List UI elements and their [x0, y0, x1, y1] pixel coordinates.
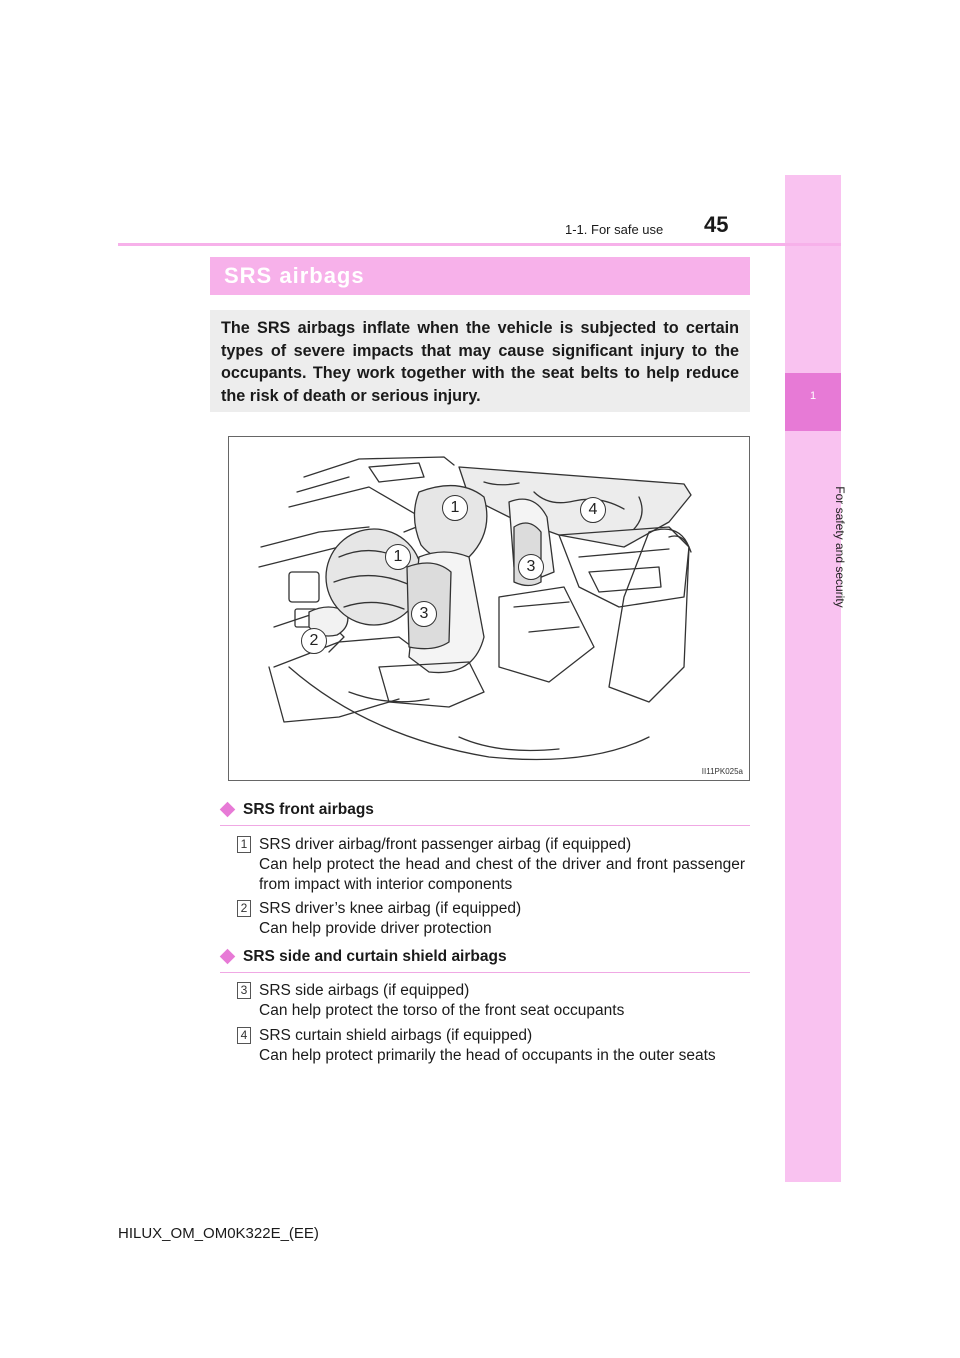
item-title: SRS driver’s knee airbag (if equipped) [259, 900, 522, 917]
subhead-label: SRS front airbags [243, 801, 374, 818]
item-desc: Can help protect primarily the head of occupants in the outer seats [259, 1047, 716, 1064]
item-title: SRS side airbags (if equipped) [259, 982, 470, 999]
callout-2-knee: 2 [301, 628, 327, 654]
chapter-side-tab [785, 175, 841, 1182]
item-number: 1 [237, 836, 251, 853]
subhead-label: SRS side and curtain shield airbags [243, 948, 507, 965]
header-section-label: 1-1. For safe use [565, 222, 664, 237]
item-text [259, 899, 745, 939]
item-desc: Can help provide driver protection [259, 920, 492, 937]
item-text [259, 1026, 745, 1066]
item-number: 3 [237, 982, 251, 999]
document-code-footer: HILUX_OM_OM0K322E_(EE) [118, 1225, 319, 1242]
item-title: SRS driver airbag/front passenger airbag (if equipped) [259, 836, 632, 853]
item-text [259, 981, 745, 1021]
section-title: SRS airbags [224, 263, 365, 288]
item-text [259, 835, 745, 895]
callout-1-passenger: 1 [442, 495, 468, 521]
intro-text: The SRS airbags inflate when the vehicle is subjected to certain types of severe impacts that may cause significant injury to the occupants. They work together with the seat belts to help reduce the risk of death or serious injury. [221, 319, 739, 405]
page-number: 45 [704, 212, 729, 237]
figure-code: II11PK025a [701, 767, 743, 776]
subhead-side-curtain-airbags [220, 948, 750, 973]
item-number: 4 [237, 1027, 251, 1044]
item-title: SRS curtain shield airbags (if equipped) [259, 1027, 533, 1044]
callout-3-driver-side: 3 [411, 601, 437, 627]
chapter-title: For safety and security [833, 486, 847, 608]
chapter-number: 1 [809, 390, 817, 402]
car-interior-drawing [229, 437, 749, 780]
callout-4-curtain: 4 [580, 497, 606, 523]
intro-box [210, 310, 750, 412]
callout-3-passenger-side: 3 [518, 554, 544, 580]
header-divider [118, 243, 841, 246]
item-number: 2 [237, 900, 251, 917]
section-title-bar [210, 257, 750, 295]
item-desc: Can help protect the head and chest of the driver and front passenger from impact with interior components [259, 856, 745, 893]
chapter-tab-active[interactable] [785, 373, 841, 431]
callout-1-driver: 1 [385, 544, 411, 570]
item-desc: Can help protect the torso of the front seat occupants [259, 1002, 625, 1019]
subhead-front-airbags [220, 801, 750, 826]
diamond-bullet-icon [220, 949, 236, 965]
airbag-illustration [228, 436, 750, 781]
diamond-bullet-icon [220, 802, 236, 818]
